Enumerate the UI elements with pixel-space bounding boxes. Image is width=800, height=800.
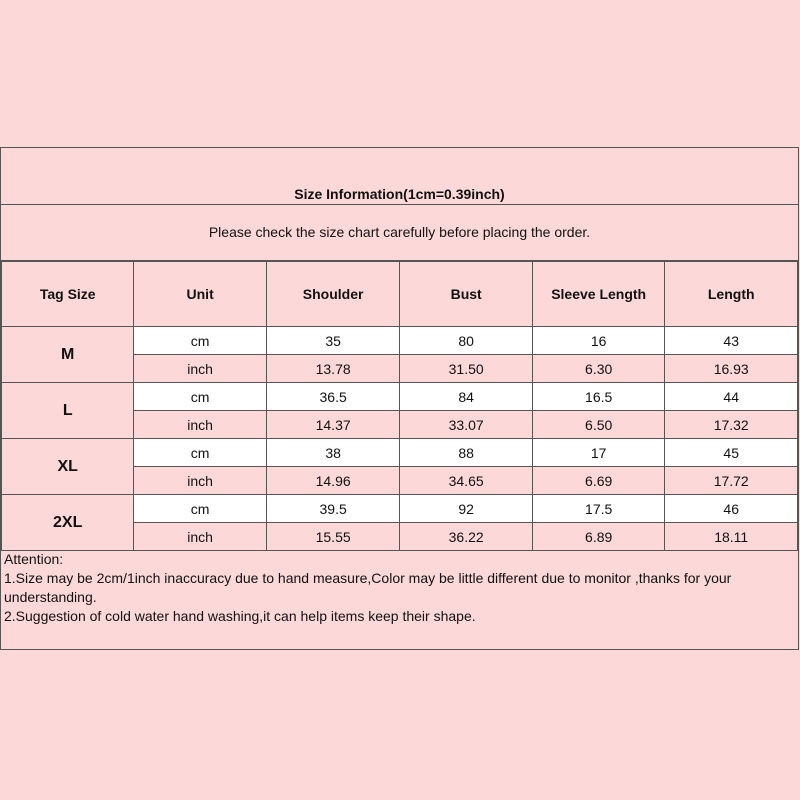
unit-cell: inch xyxy=(134,411,266,439)
length-cell: 17.72 xyxy=(665,467,798,495)
sleeve-cell: 6.50 xyxy=(532,411,665,439)
chart-title: Size Information(1cm=0.39inch) xyxy=(294,186,505,202)
length-cell: 18.11 xyxy=(665,523,798,551)
table-row xyxy=(2,327,798,355)
header-unit: Unit xyxy=(134,262,266,327)
shoulder-cell: 14.96 xyxy=(266,467,400,495)
size-chart xyxy=(0,147,799,650)
bust-cell: 31.50 xyxy=(400,355,532,383)
shoulder-cell: 35 xyxy=(266,327,400,355)
bust-cell: 84 xyxy=(400,383,532,411)
note-row xyxy=(1,205,798,261)
unit-cell: inch xyxy=(134,467,266,495)
bust-cell: 92 xyxy=(400,495,532,523)
sleeve-cell: 6.30 xyxy=(532,355,665,383)
unit-cell: cm xyxy=(134,327,266,355)
length-cell: 16.93 xyxy=(665,355,798,383)
title-row xyxy=(1,148,798,205)
length-cell: 43 xyxy=(665,327,798,355)
bust-cell: 33.07 xyxy=(400,411,532,439)
shoulder-cell: 14.37 xyxy=(266,411,400,439)
shoulder-cell: 38 xyxy=(266,439,400,467)
order-note: Please check the size chart carefully before placing the order. xyxy=(208,224,591,240)
attention-heading: Attention: xyxy=(4,551,64,567)
header-length: Length xyxy=(665,262,798,327)
size-label: 2XL xyxy=(2,495,134,551)
header-bust: Bust xyxy=(400,262,532,327)
bust-cell: 36.22 xyxy=(400,523,532,551)
unit-cell: cm xyxy=(134,383,266,411)
bust-cell: 88 xyxy=(400,439,532,467)
bust-cell: 34.65 xyxy=(400,467,532,495)
size-table xyxy=(1,261,798,551)
shoulder-cell: 36.5 xyxy=(266,383,400,411)
length-cell: 44 xyxy=(665,383,798,411)
table-row xyxy=(2,439,798,467)
shoulder-cell: 39.5 xyxy=(266,495,400,523)
length-cell: 45 xyxy=(665,439,798,467)
shoulder-cell: 15.55 xyxy=(266,523,400,551)
table-row xyxy=(2,383,798,411)
header-tag-size: Tag Size xyxy=(2,262,134,327)
unit-cell: inch xyxy=(134,355,266,383)
length-cell: 46 xyxy=(665,495,798,523)
unit-cell: cm xyxy=(134,495,266,523)
header-shoulder: Shoulder xyxy=(266,262,400,327)
length-cell: 17.32 xyxy=(665,411,798,439)
header-sleeve-length: Sleeve Length xyxy=(532,262,665,327)
sleeve-cell: 16.5 xyxy=(532,383,665,411)
table-row xyxy=(2,495,798,523)
sleeve-cell: 6.89 xyxy=(532,523,665,551)
shoulder-cell: 13.78 xyxy=(266,355,400,383)
attention-line-2: 2.Suggestion of cold water hand washing,it can help items keep their shape. xyxy=(4,608,476,624)
bust-cell: 80 xyxy=(400,327,532,355)
unit-cell: inch xyxy=(134,523,266,551)
header-row xyxy=(2,262,798,327)
sleeve-cell: 6.69 xyxy=(532,467,665,495)
size-label: M xyxy=(2,327,134,383)
size-label: L xyxy=(2,383,134,439)
attention-line-1: 1.Size may be 2cm/1inch inaccuracy due to hand measure,Color may be little different due to monitor ,thanks for your understanding. xyxy=(4,570,732,605)
sleeve-cell: 16 xyxy=(532,327,665,355)
sleeve-cell: 17.5 xyxy=(532,495,665,523)
sleeve-cell: 17 xyxy=(532,439,665,467)
size-label: XL xyxy=(2,439,134,495)
attention-section xyxy=(1,550,798,626)
unit-cell: cm xyxy=(134,439,266,467)
